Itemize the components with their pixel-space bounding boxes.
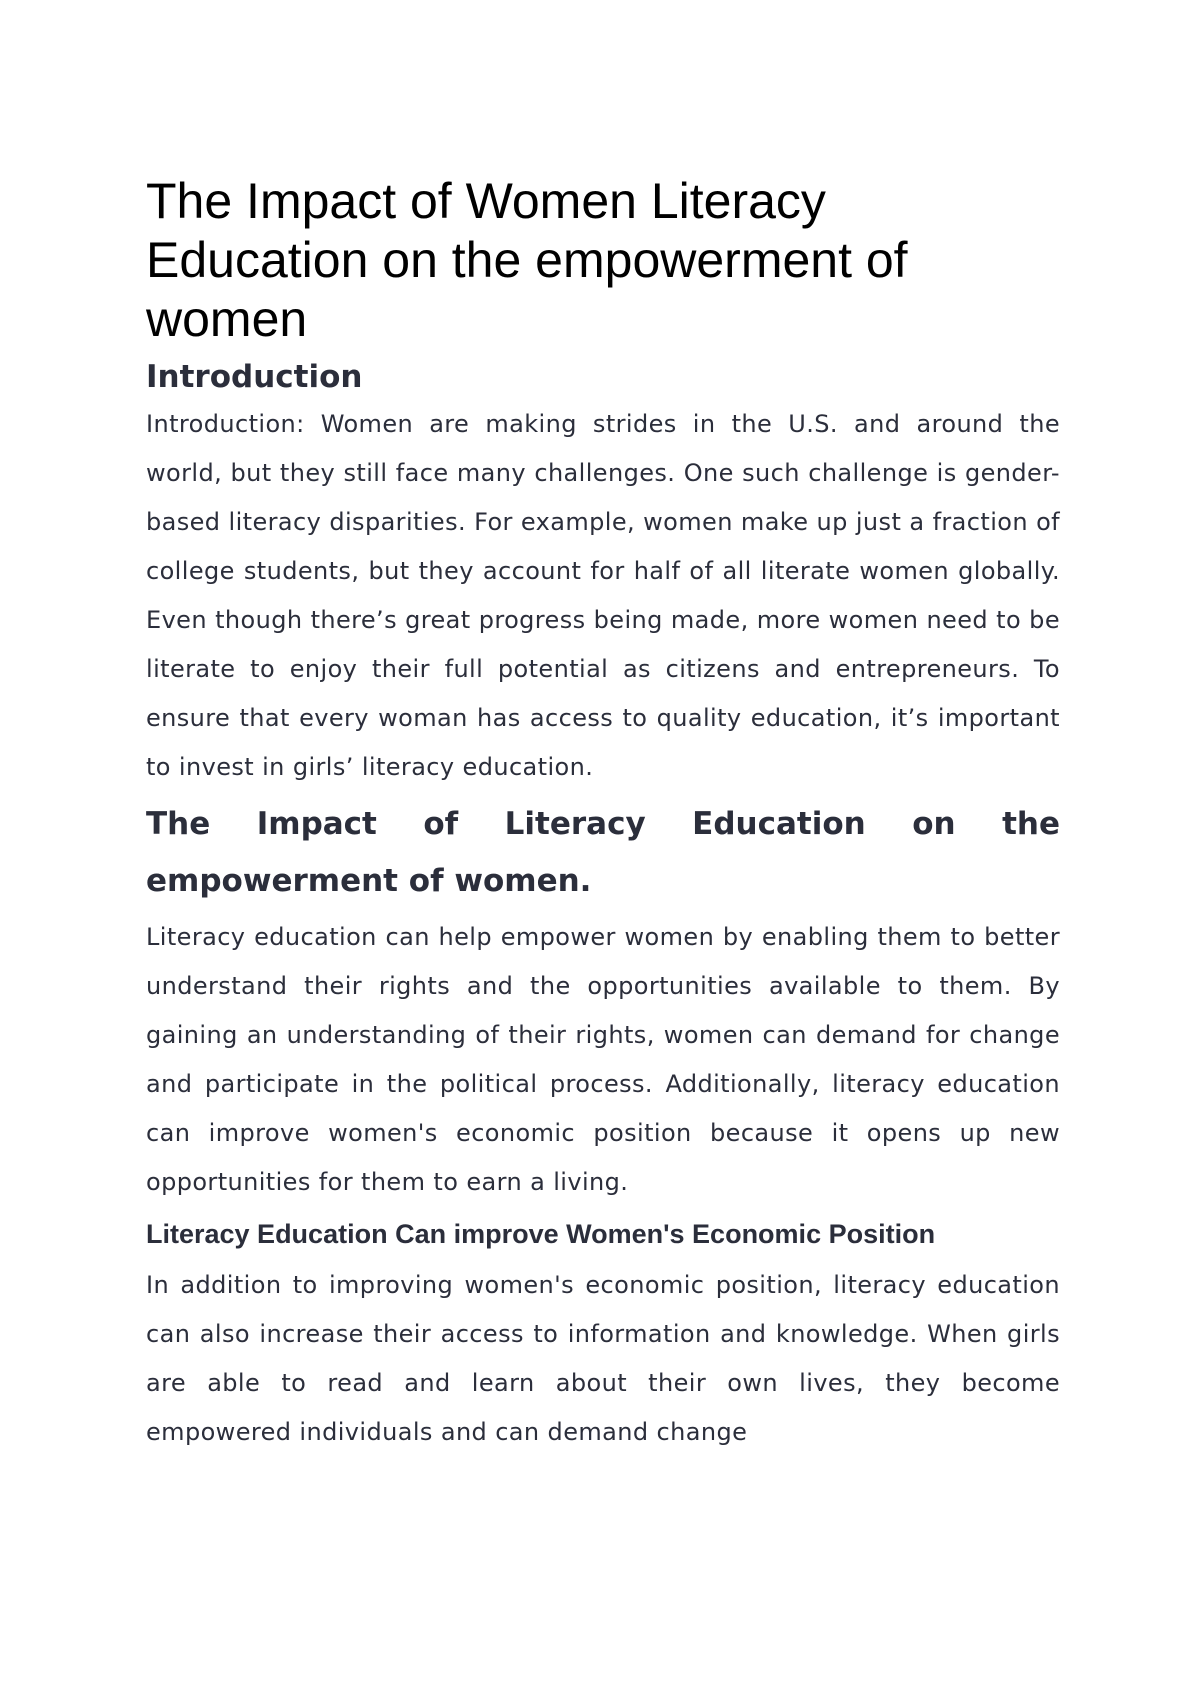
paragraph-economic-position: In addition to improving women's economic position, literacy education can also increase their access to information and knowledge. When girls are able to read and learn about their own lives, they become empowered individuals and can demand change — [146, 1271, 1060, 1446]
section-heading-introduction: Introduction — [146, 359, 363, 395]
document-content — [146, 172, 1060, 1461]
section-heading-economic-position: Literacy Education Can improve Women's Economic Position — [146, 1219, 936, 1249]
paragraph-impact: Literacy education can help empower women by enabling them to better understand their rights and the opportunities available to them. By gaining an understanding of their rights, women can demand for change and participate in the political process. Additionally, literacy education can improve women's economic position because it opens up new opportunities for them to earn a living. — [146, 923, 1060, 1196]
section-heading-impact: The Impact of Literacy Education on the empowerment of women. — [146, 806, 1060, 899]
document-title: The Impact of Women Literacy Education on the empowerment of women — [146, 173, 908, 347]
paragraph-introduction: Introduction: Women are making strides in the U.S. and around the world, but they still face many challenges. One such challenge is gender-based literacy disparities. For example, women make up just a fraction of college students, but they account for half of all literate women globally. Even though there’s great progress being made, more women need to be literate to enjoy their full potential as citizens and entrepreneurs. To ensure that every woman has access to quality education, it’s important to invest in girls’ literacy education. — [146, 410, 1060, 781]
